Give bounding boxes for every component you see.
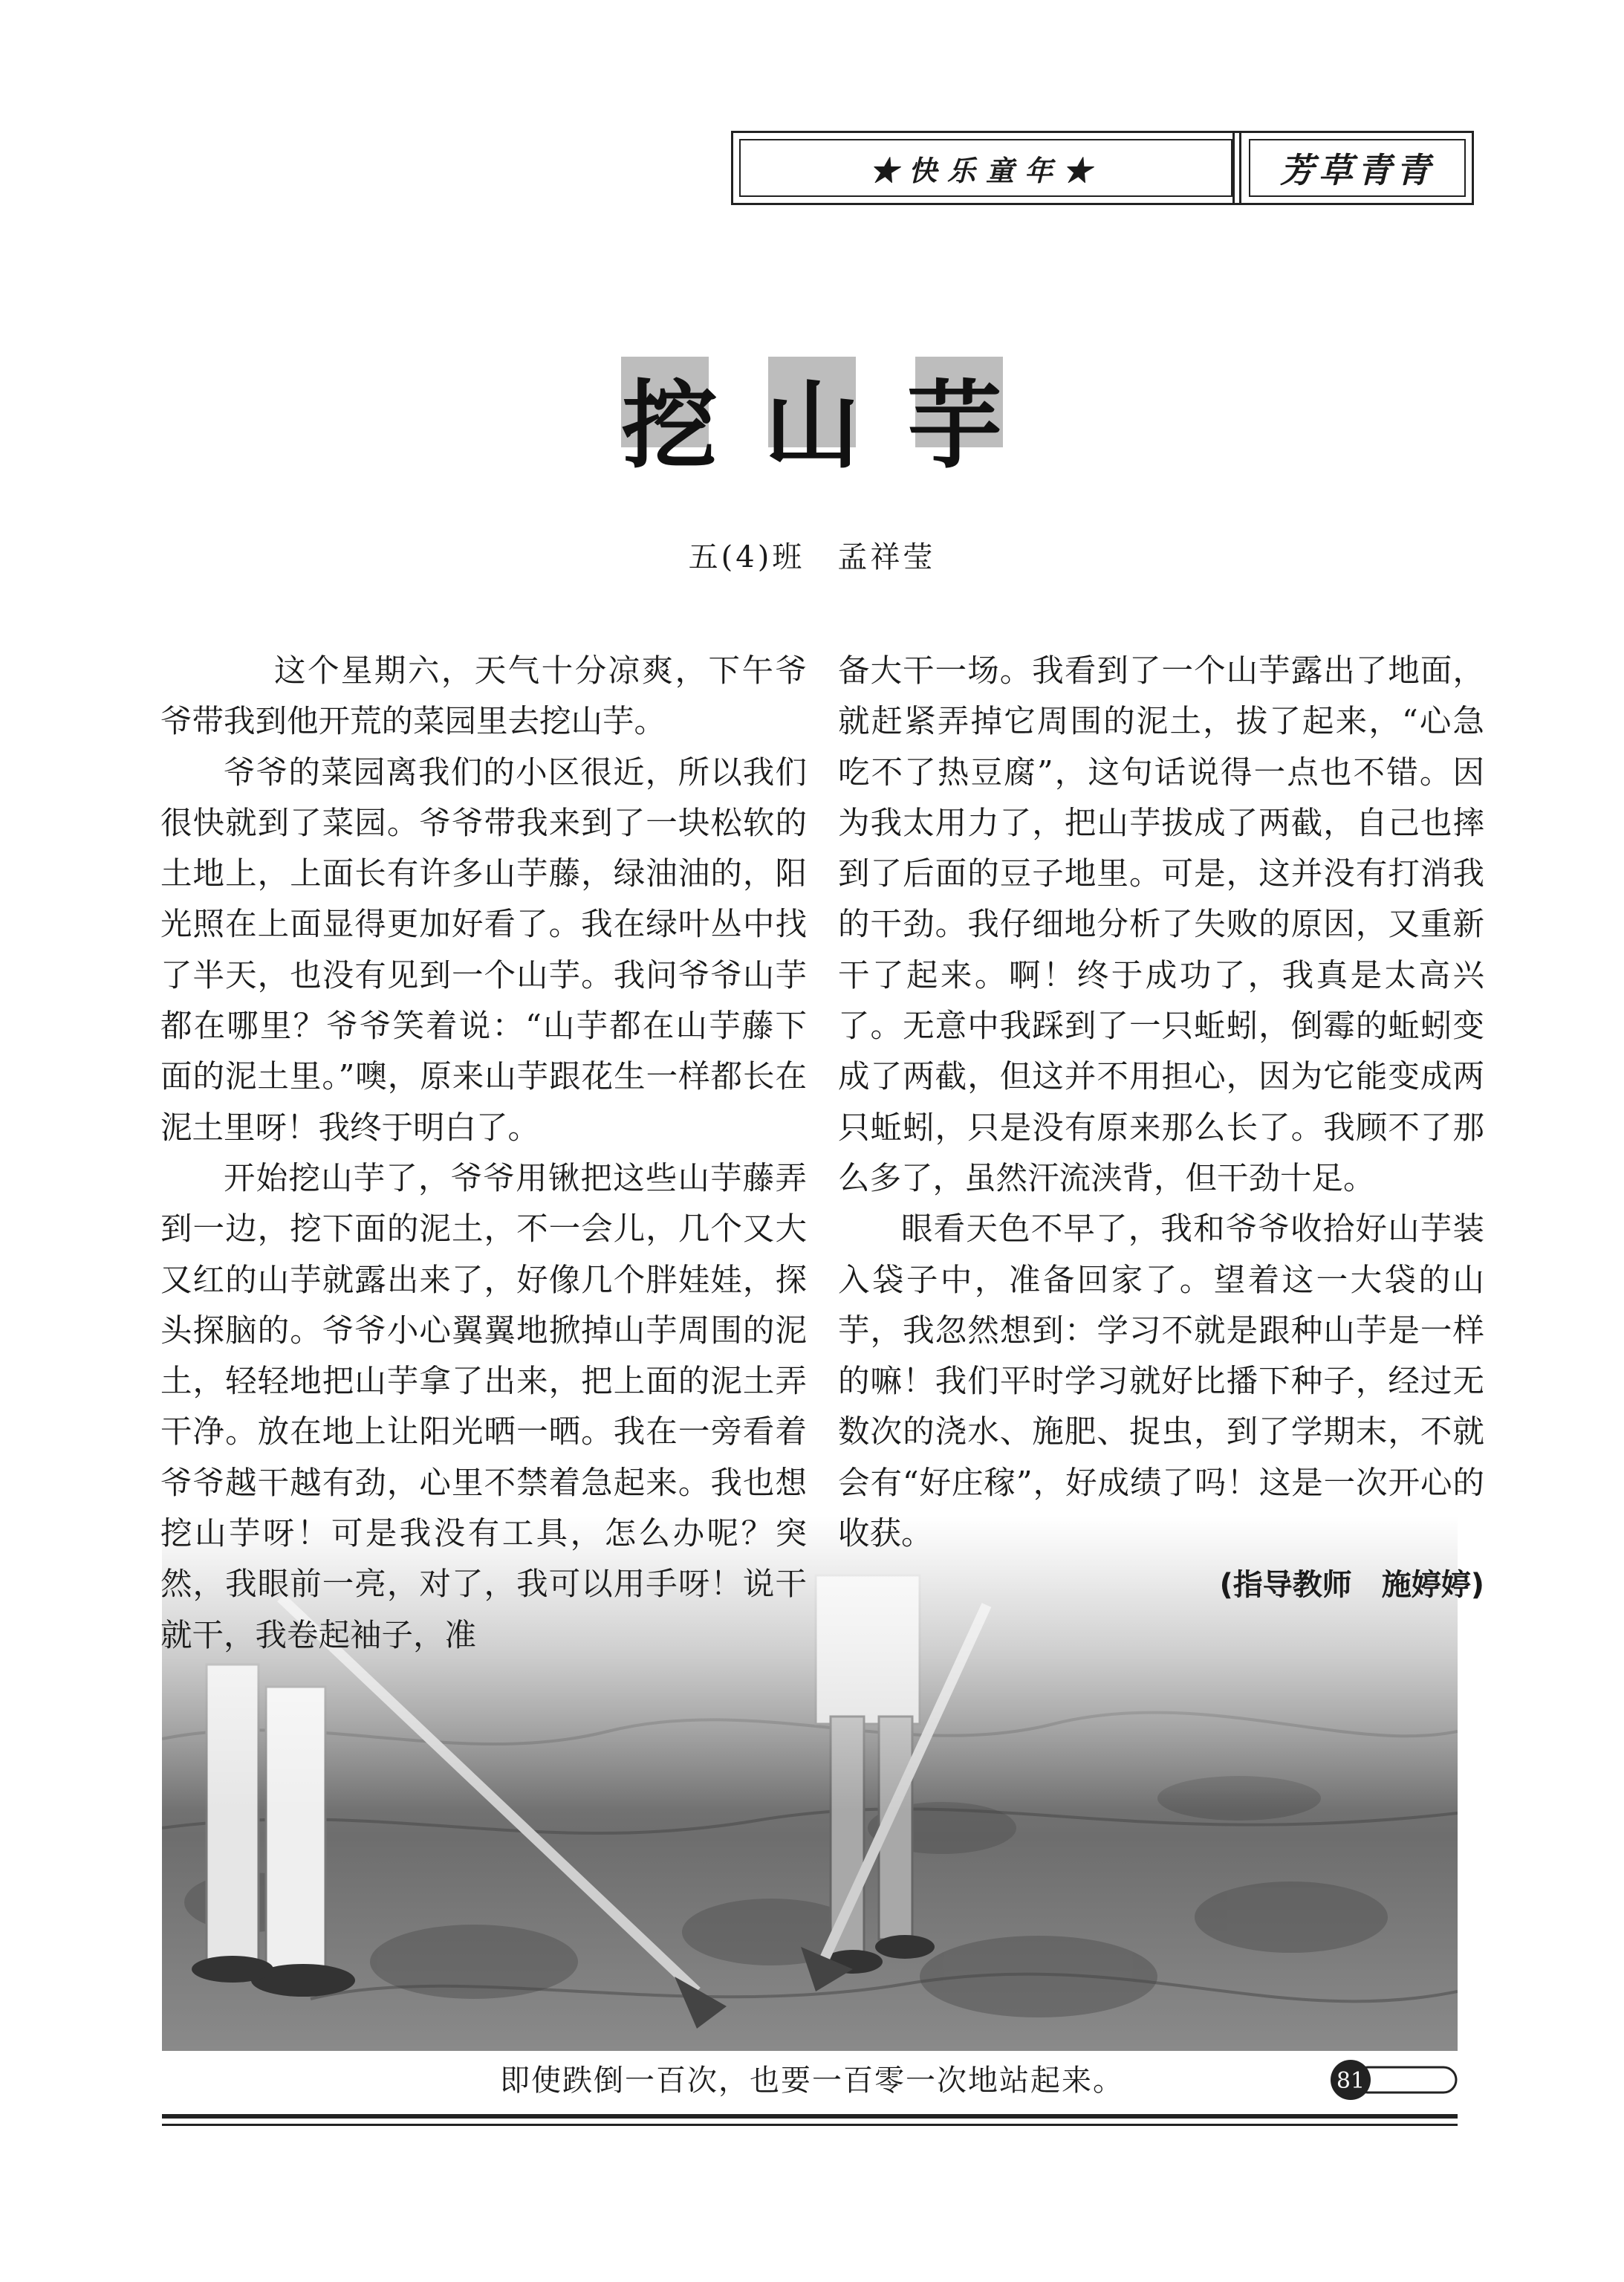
- page-number-badge: [1325, 2058, 1459, 2101]
- section-label: ★快乐童年★: [739, 139, 1232, 197]
- footer-motto: 即使跌倒一百次，也要一百零一次地站起来。: [500, 2064, 1124, 2098]
- article-column-right: [838, 646, 1484, 1611]
- article-title: 挖山芋: [621, 370, 1050, 482]
- article-column-left: [160, 646, 807, 1662]
- header-divider: [1232, 133, 1241, 203]
- column-header: [731, 131, 1474, 205]
- paragraph: 备大干一场。我看到了一个山芋露出了地面，就赶紧弄掉它周围的泥土，拔了起来，“心急吃不了热豆腐”，这句话说得一点也不错。因为我太用力了，把山芋拔成了两截，自己也摔到了后面的豆子地里。可是，这并没有打消我的干劲。我仔细地分析了失败的原因，又重新干了起来。啊！终于成功了，我真是太高兴了。无意中我踩到了一只蚯蚓，倒霉的蚯蚓变成了两截，但这并不用担心，因为它能变成两只蚯蚓，只是没有原来那么长了。我顾不了那么多了，虽然汗流浃背，但干劲十足。: [838, 653, 1484, 1197]
- page-number: 81: [1336, 2068, 1365, 2094]
- paragraph: 开始挖山芋了，爷爷用锹把这些山芋藤弄到一边，挖下面的泥土，不一会儿，几个又大又红的山芋就露出来了，好像几个胖娃娃，探头探脑的。爷爷小心翼翼地掀掉山芋周围的泥土，轻轻地把山芋拿了出来，把上面的泥土弄干净。放在地上让阳光晒一晒。我在一旁看着爷爷越干越有劲，心里不禁着急起来。我也想挖山芋呀！可是我没有工具，怎么办呢？突然，我眼前一亮，对了，我可以用手呀！说干就干，我卷起袖子，准: [160, 1160, 807, 1654]
- byline: 五(4)班 孟祥莹: [688, 540, 936, 574]
- paragraph: 爷爷的菜园离我们的小区很近，所以我们很快就到了菜园。爷爷带我来到了一块松软的土地上，上面长有许多山芋藤，绿油油的，阳光照在上面显得更加好看了。我在绿叶丛中找了半天，也没有见到一个山芋。我问爷爷山芋都在哪里？爷爷笑着说：“山芋都在山芋藤下面的泥土里。”噢，原来山芋跟花生一样都长在泥土里呀！我终于明白了。: [160, 754, 807, 1147]
- teacher-credit: (指导教师 施婷婷): [1219, 1568, 1484, 1603]
- paragraph: 眼看天色不早了，我和爷爷收拾好山芋装入袋子中，准备回家了。望着这一大袋的山芋，我忽然想到：学习不就是跟种山芋是一样的嘛！我们平时学习就好比播下种子，经过无数次的浇水、施肥、捉虫，到了学期末，不就会有“好庄稼”，好成绩了吗！这是一次开心的收获。: [838, 1211, 1484, 1553]
- paragraph: 这个星期六，天气十分凉爽，下午爷爷带我到他开荒的菜园里去挖山芋。: [160, 653, 807, 741]
- footer-rule-thin: [162, 2124, 1458, 2126]
- footer-rule: [162, 2114, 1458, 2119]
- column-name: 芳草青青: [1249, 139, 1466, 197]
